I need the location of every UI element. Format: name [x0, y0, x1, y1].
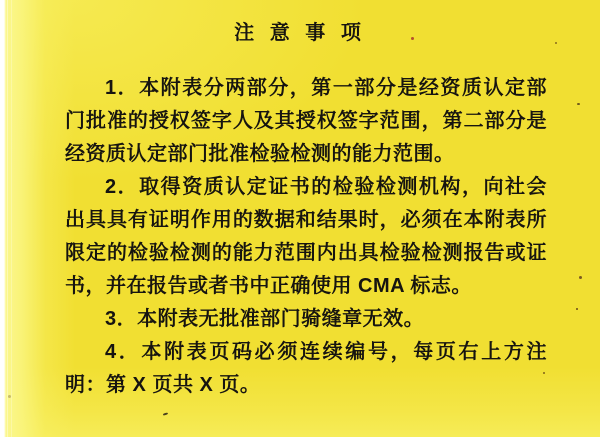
- notice-body: [65, 72, 547, 402]
- scan-speck: [163, 412, 168, 416]
- notice-paragraph-2: 2．取得资质认定证书的检验检测机构，向社会出具具有证明作用的数据和结果时，必须在本附表所限定的检验检测的能力范围内出具检验检测报告或证书，并在报告或者书中正确使用 CMA 标志。: [65, 176, 547, 297]
- scan-speck: [579, 276, 582, 279]
- scan-speck: [577, 103, 580, 105]
- scan-speck: [576, 308, 578, 310]
- notice-paragraph-1: 1．本附表分两部分，第一部分是经资质认定部门批准的授权签字人及其授权签字范围，第二部分是经资质认定部门批准检验检测的能力范围。: [65, 77, 547, 165]
- page-title: 注 意 事 项: [234, 22, 366, 44]
- scan-speck: [8, 395, 11, 398]
- notice-paragraph-4: 4．本附表页码必须连续编号，每页右上方注明：第 X 页共 X 页。: [65, 341, 547, 396]
- notice-paragraph-3: 3．本附表无批准部门骑缝章无效。: [105, 308, 425, 330]
